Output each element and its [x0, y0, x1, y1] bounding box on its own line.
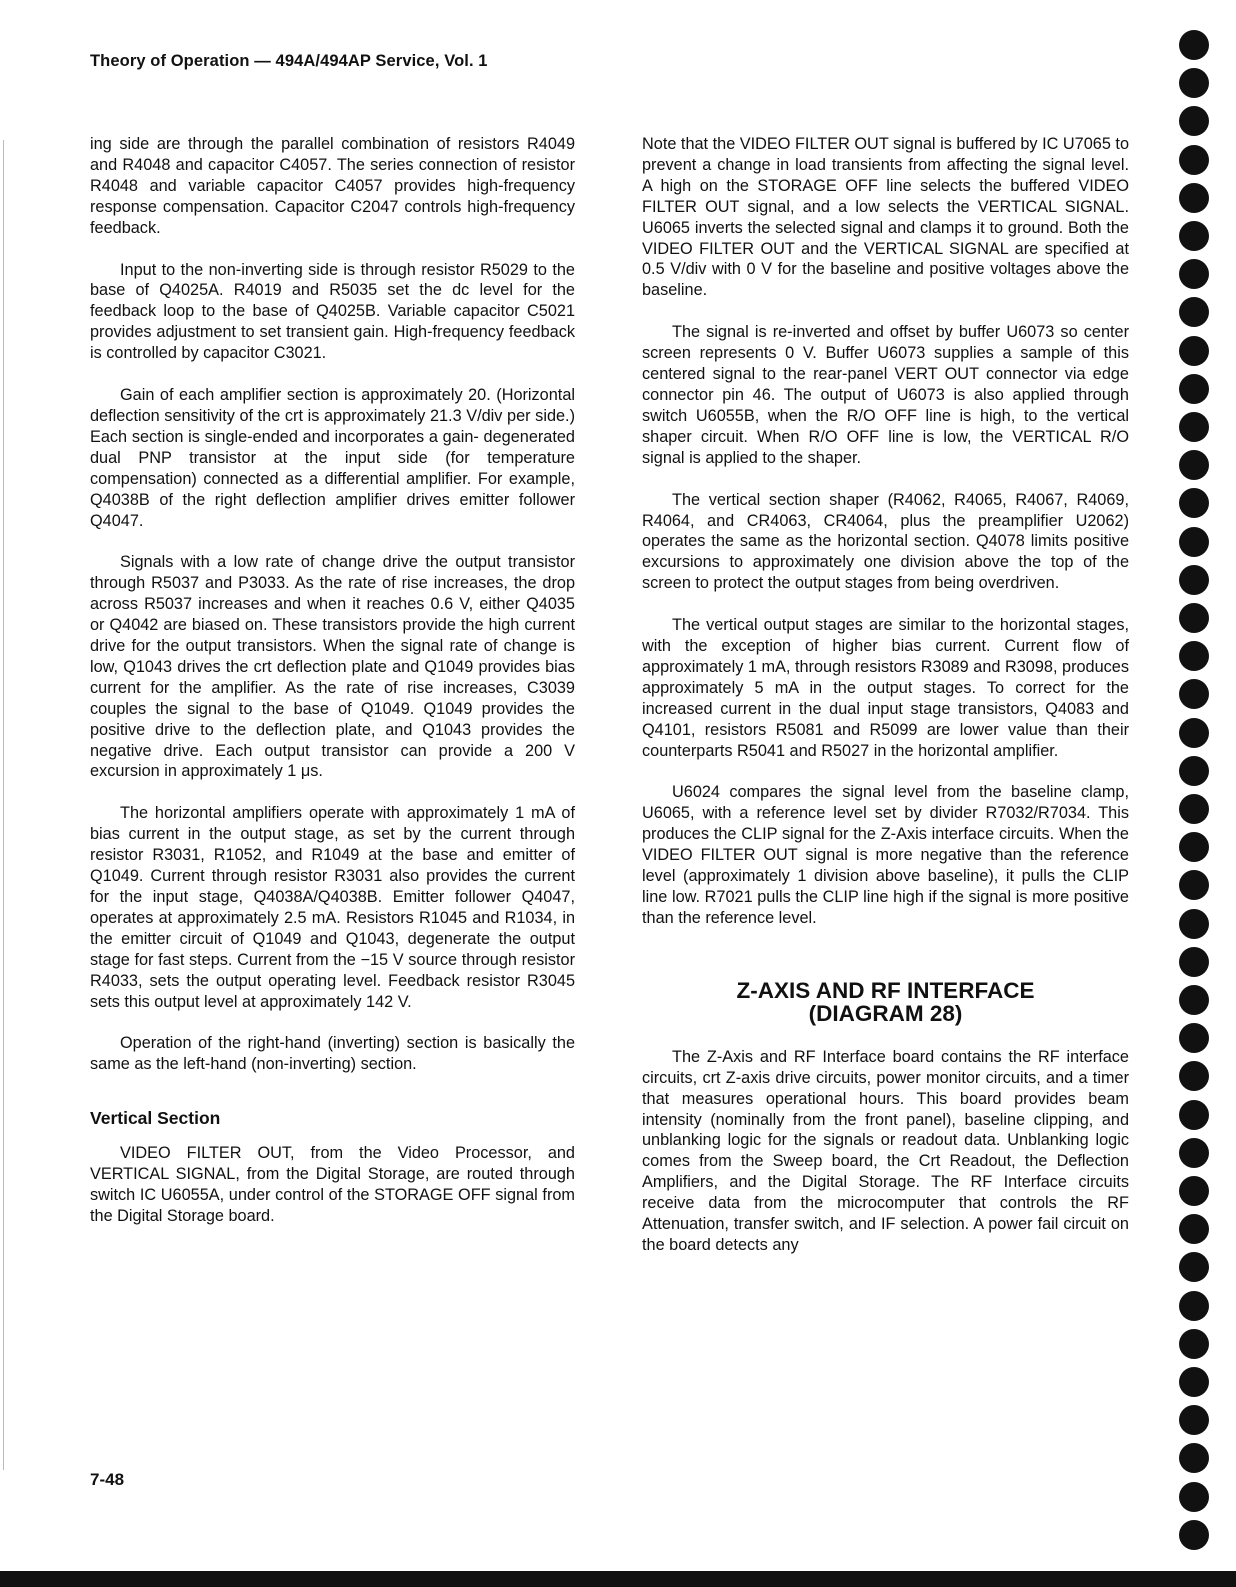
paragraph: The signal is re-inverted and offset by buffer U6073 so center screen represents 0 V. Buffer U6073 supplies a sample of this centered signal to the rear-panel VERT OUT connector via edge connector pin 46. The output of U6073 is also applied through switch U6055B, when the R/O OFF line is high, to the vertical shaper circuit. When R/O OFF line is low, the VERTICAL R/O signal is applied to the shaper.	[642, 323, 1129, 467]
scan-edge-bar	[0, 1571, 1236, 1587]
binder-hole	[1179, 106, 1209, 136]
binder-hole	[1179, 68, 1209, 98]
running-header: Theory of Operation — 494A/494AP Service, Vol. 1	[90, 52, 488, 70]
binder-hole	[1179, 679, 1209, 709]
section-heading	[642, 979, 1129, 1025]
binder-hole	[1179, 412, 1209, 442]
binder-hole	[1179, 870, 1209, 900]
binder-hole	[1179, 1482, 1209, 1512]
left-column	[90, 134, 575, 1248]
paragraph: The vertical output stages are similar to the horizontal stages, with the exception of higher bias current. Current flow of approximately 1 mA, through resistors R3089 and R3098, produces approximately 5 mA in the output stages. To correct for the increased current in the dual input stage transistors, Q4083 and Q4101, resistors R5081 and R5099 are lower value than their counterparts R5041 and R5027 in the horizontal amplifier.	[642, 616, 1129, 760]
binder-hole	[1179, 1252, 1209, 1282]
binder-hole	[1179, 30, 1209, 60]
paragraph: Gain of each amplifier section is approximately 20. (Horizontal deflection sensitivity of the crt is approximately 21.3 V/div per side.) Each section is single-ended and incorporates a gain- degenerated dual PNP transistor at the input side (for temperature compensation) connected as a differential amplifier. For example, Q4038B of the right deflection amplifier drives emitter follower Q4047.	[90, 386, 575, 530]
binder-hole	[1179, 1176, 1209, 1206]
binder-hole	[1179, 1520, 1209, 1550]
subheading-vertical-section: Vertical Section	[90, 1108, 221, 1129]
binder-hole	[1179, 297, 1209, 327]
binder-hole	[1179, 145, 1209, 175]
paragraph: The vertical section shaper (R4062, R4065, R4067, R4069, R4064, and CR4063, CR4064, plus the preamplifier U2062) operates the same as the horizontal section. Q4078 limits positive excursions to approximately one division above the top of the screen to protect the output stages from being overdriven.	[642, 490, 1129, 593]
binder-hole	[1179, 1329, 1209, 1359]
binder-hole	[1179, 450, 1209, 480]
binder-hole	[1179, 374, 1209, 404]
binder-hole	[1179, 1214, 1209, 1244]
binder-hole	[1179, 1100, 1209, 1130]
binder-hole	[1179, 336, 1209, 366]
paragraph: The Z-Axis and RF Interface board contains the RF interface circuits, crt Z-axis drive circuits, power monitor circuits, and a timer that measures operational hours. This board provides beam intensity (nominally from the front panel), baseline clipping, and unblanking logic for the signals or readout data. Unblanking logic comes from the Sweep board, the Crt Readout, the Deflection Amplifiers, and the Digital Storage. The RF Interface circuits receive data from the microcomputer that controls the RF Attenuation, transfer switch, and IF selection. A power fail circuit on the board detects any	[642, 1047, 1129, 1254]
paragraph: ing side are through the parallel combination of resistors R4049 and R4048 and capacitor C4057. The series connection of resistor R4048 and variable capacitor C4057 provides high-frequency response compensation. Capacitor C2047 controls high-frequency feedback.	[90, 135, 575, 237]
page-number: 7-48	[90, 1470, 125, 1489]
paragraph: Signals with a low rate of change drive the output transistor through R5037 and P3033. As the rate of rise increases, the drop across R5037 increases and when it reaches 0.6 V, either Q4035 or Q4042 are biased on. These transistors provide the high current drive for the output transistors. When the signal rate of change is low, Q1043 drives the crt deflection plate and Q1049 provides bias current for the amplifier. As the rate of rise increases, C3039 couples the signal to the base of Q1049. Q1049 provides the positive drive to the deflection plate, and Q1043 provides the negative drive. Each output transistor can provide a 200 V excursion in approximately 1 μs.	[90, 553, 575, 781]
paragraph: The horizontal amplifiers operate with approximately 1 mA of bias current in the output stage, as set by the current through resistor R3031, R1052, and R1049 at the base and emitter of Q1049. Current through resistor R3031 also provides the current for the input stage, Q4038A/Q4038B. Emitter follower Q4047, operates at approximately 2.5 mA. Resistors R1045 and R1034, in the emitter circuit of Q1049 and Q1043, degenerate the output stage for fast steps. Current from the −15 V source through resistor R4033, sets the output operating level. Feedback resistor R3045 sets this output level at approximately 142 V.	[90, 804, 575, 1011]
paragraph: VIDEO FILTER OUT, from the Video Processor, and VERTICAL SIGNAL, from the Digital Storage, are routed through switch IC U6055A, under control of the STORAGE OFF signal from the Digital Storage board.	[90, 1144, 575, 1225]
binder-holes	[1176, 30, 1214, 1560]
paragraph: Operation of the right-hand (inverting) section is basically the same as the left-hand (non-inverting) section.	[90, 1034, 575, 1074]
binder-hole	[1179, 718, 1209, 748]
binder-hole	[1179, 1405, 1209, 1435]
binder-hole	[1179, 259, 1209, 289]
binder-hole	[1179, 1443, 1209, 1473]
binder-hole	[1179, 1367, 1209, 1397]
binder-hole	[1179, 1138, 1209, 1168]
paragraph: Input to the non-inverting side is through resistor R5029 to the base of Q4025A. R4019 and R5035 set the dc level for the feedback loop to the base of Q4025B. Variable capacitor C5021 provides adjustment to set transient gain. High-frequency feedback is controlled by capacitor C3021.	[90, 260, 575, 363]
binder-hole	[1179, 756, 1209, 786]
binder-hole	[1179, 221, 1209, 251]
binder-hole	[1179, 909, 1209, 939]
binder-hole	[1179, 641, 1209, 671]
paragraph: U6024 compares the signal level from the baseline clamp, U6065, with a reference level set by divider R7032/R7034. This produces the CLIP signal for the Z-Axis interface circuits. When the VIDEO FILTER OUT signal is more negative than the reference level (approximately 1 division above baseline), it pulls the CLIP line low. R7021 pulls the CLIP line high if the signal is more positive than the reference level.	[642, 783, 1129, 927]
binder-hole	[1179, 565, 1209, 595]
section-heading-line2: (DIAGRAM 28)	[808, 1000, 963, 1026]
binder-hole	[1179, 488, 1209, 518]
section-heading-line1: Z-AXIS AND RF INTERFACE	[736, 977, 1035, 1003]
binder-hole	[1179, 794, 1209, 824]
binder-hole	[1179, 183, 1209, 213]
binder-hole	[1179, 1023, 1209, 1053]
binder-hole	[1179, 1291, 1209, 1321]
page-edge-line	[3, 140, 4, 1470]
right-column	[642, 134, 1129, 1277]
binder-hole	[1179, 603, 1209, 633]
binder-hole	[1179, 1061, 1209, 1091]
binder-hole	[1179, 947, 1209, 977]
paragraph: Note that the VIDEO FILTER OUT signal is buffered by IC U7065 to prevent a change in load transients from affecting the signal level. A high on the STORAGE OFF line selects the buffered VIDEO FILTER OUT signal, and a low selects the VERTICAL SIGNAL. U6065 inverts the selected signal and clamps it to ground. Both the VIDEO FILTER OUT and the VERTICAL SIGNAL are specified at 0.5 V/div with 0 V for the baseline and positive voltages above the baseline.	[642, 135, 1129, 300]
binder-hole	[1179, 527, 1209, 557]
binder-hole	[1179, 832, 1209, 862]
binder-hole	[1179, 985, 1209, 1015]
